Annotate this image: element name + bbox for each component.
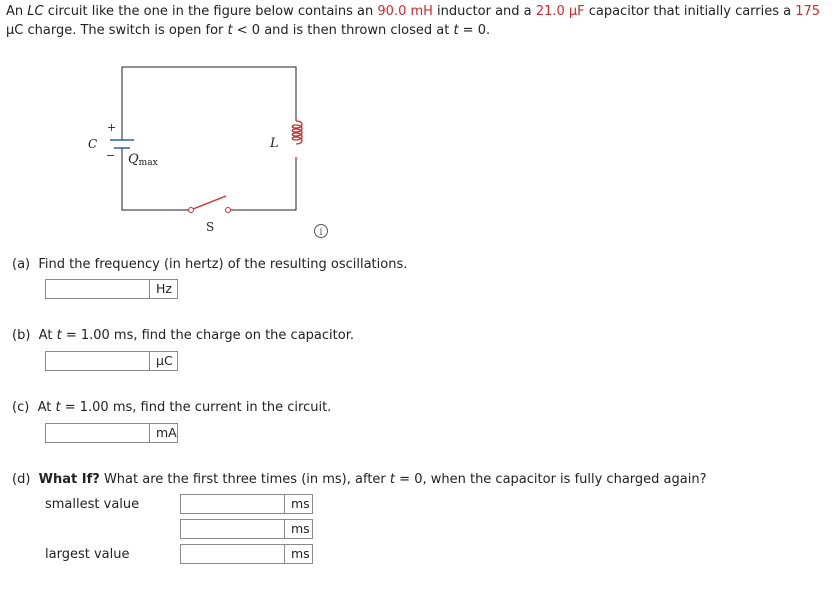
intro-text-4: capacitor that initially carries a [584,4,796,19]
intro-text-7: = 0. [458,22,491,38]
smallest-value-label: smallest value [45,497,140,512]
time-symbol: t [227,22,233,38]
qmax-label: Qmax [128,152,158,168]
question-b-text: = 1.00 ms, find the charge on the capacitor. [61,328,354,343]
time-symbol: t [453,22,459,38]
minus-sign: − [106,149,116,162]
question-d-letter: (d) [12,472,31,487]
question-b-letter: (b) [12,328,31,343]
inductor-coil [292,118,302,160]
intro-text-1: An [6,4,28,19]
time-symbol: t [55,400,61,415]
answer-d-second-unit: ms [291,521,310,536]
intro-text-3: inductor and a [432,4,536,19]
question-d-text-2: = 0, when the capacitor is fully charged again? [395,472,707,487]
answer-b-unit: μC [156,353,173,368]
question-b [12,328,354,343]
time-symbol: t [56,328,62,343]
question-a [12,257,407,272]
answer-a-unit: Hz [156,281,172,296]
charge-value: 175 [795,4,821,19]
switch-arm [193,196,226,209]
switch-terminal-left [189,208,194,213]
charge-unit: μC [6,22,24,38]
time-symbol: t [389,472,396,487]
svg-text:i: i [319,227,323,238]
plus-sign: + [107,121,117,134]
answer-d-second-input[interactable] [180,519,285,539]
question-c [12,400,331,415]
intro-text-2: circuit like the one in the figure below contains an [43,4,378,19]
answer-d-third-unit: ms [291,546,310,561]
lc-symbol: LC [27,4,44,19]
inductance-value: 90.0 mH [377,4,433,19]
question-d [12,472,706,487]
intro-text-5: charge. The switch is open for [23,22,228,38]
info-icon[interactable] [315,225,328,239]
what-if-label: What If? [38,472,100,487]
capacitance-value: 21.0 μF [535,4,585,19]
question-a-text: Find the frequency (in hertz) of the resulting oscillations. [38,257,408,272]
intro-text-6: < 0 and is then thrown closed at [232,22,454,38]
switch-terminal-right [226,208,231,213]
answer-d-third-input[interactable] [180,544,285,564]
question-d-text-1: What are the first three times (in ms), after [99,472,390,487]
answer-d-first-unit: ms [291,496,310,511]
question-c-pre: At [37,400,56,415]
answer-a-input[interactable] [45,279,150,299]
answer-c-input[interactable] [45,423,150,443]
question-a-letter: (a) [12,257,31,272]
question-c-text: = 1.00 ms, find the current in the circuit. [60,400,332,415]
question-b-pre: At [38,328,57,343]
capacitor-label: C [88,137,98,151]
answer-b-input[interactable] [45,351,150,371]
largest-value-label: largest value [45,547,130,562]
question-c-letter: (c) [12,400,30,415]
answer-d-first-input[interactable] [180,494,285,514]
switch-label: S [206,220,215,234]
answer-c-unit: mA [156,425,177,440]
inductor-label: L [270,136,279,151]
